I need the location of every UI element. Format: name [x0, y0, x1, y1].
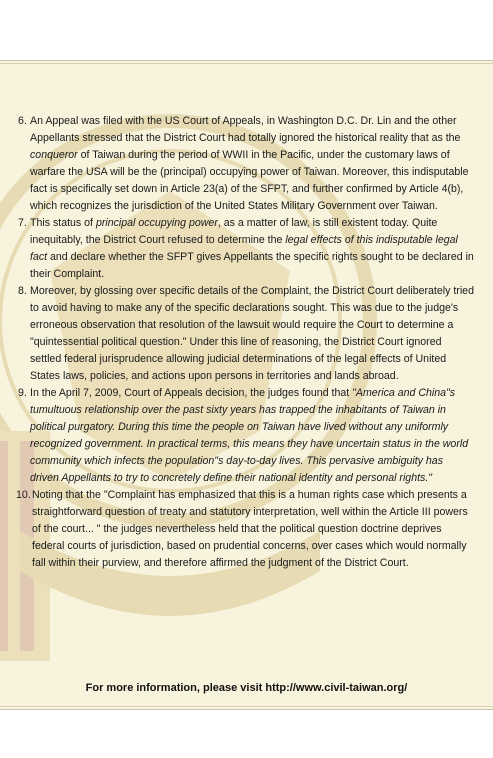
item-number: 8.	[18, 285, 27, 297]
item-emphasis: legal effects of this indisputable legal fact	[30, 234, 458, 263]
item-text: Moreover, by glossing over specific details of the Complaint, the District Court deliberately tried to avoid having to make any of the specific declarations sought. This was due to the judge's erroneous observation that resolution of the lawsuit would require the Court to determine a "quintessential political question." Under this line of reasoning, the District Court ignored settled federal jurisprudence allowing judicial determinations of the legal effects of United States laws, policies, and actions upon persons in territories and lands abroad.	[30, 285, 474, 382]
item-text: This status of	[30, 217, 96, 229]
list-item	[18, 385, 474, 487]
content-panel	[0, 60, 493, 710]
item-text: An Appeal was filed with the US Court of Appeals, in Washington D.C. Dr. Lin and the other Appellants stressed that the District Court had totally ignored the historical reality that as the	[30, 115, 461, 144]
item-text: , as a matter of law, is still existent today. Quite inequitably, the District Court refused to determine the	[30, 217, 438, 246]
item-number: 7.	[18, 217, 27, 229]
item-emphasis: "America and China"s tumultuous relationship over the past sixty years has trapped the inhabitants of Taiwan in political purgatory. During this time the people on Taiwan have lived without any uniformly recognized government. In practical terms, this means they have uncertain status in the world community which infects the population"s day-to-day lives. This pervasive ambiguity has driven Appellants to try to concretely define their national identity and personal rights."	[30, 387, 469, 484]
list-item	[18, 283, 474, 385]
item-number: 10.	[16, 489, 31, 501]
footer-link-text: For more information, please visit http://www.civil-taiwan.org/	[85, 682, 408, 694]
item-text: In the April 7, 2009, Court of Appeals decision, the judges found that	[30, 387, 353, 399]
appeal-text	[18, 113, 474, 572]
item-number: 9.	[18, 387, 27, 399]
list-item	[18, 113, 474, 215]
item-number: 6.	[18, 115, 27, 127]
item-text: Noting that the "Complaint has emphasized that this is a human rights case which presents a straightforward question of treaty and statutory interpretation, well within the Article III powers of the court... " the judges nevertheless held that the political question doctrine deprives federal courts of jurisdiction, based on prudential concerns, over cases which would normally fall within their purview, and therefore affirmed the judgment of the District Court.	[32, 489, 468, 569]
item-text: and declare whether the SFPT gives Appellants the specific rights sought to be declared in their Complaint.	[30, 251, 474, 280]
item-text: of Taiwan during the period of WWII in the Pacific, under the customary laws of warfare the USA will be the (principal) occupying power of Taiwan. Moreover, this indisputable fact is specifically set down in Article 23(a) of the SFPT, and further confirmed by Article 4(b), which recognizes the jurisdiction of the United States Military Government over Taiwan.	[30, 149, 469, 212]
item-emphasis: conqueror	[30, 149, 78, 161]
list-item	[18, 487, 474, 572]
item-emphasis: principal occupying power	[95, 217, 218, 229]
list-item	[18, 215, 474, 283]
